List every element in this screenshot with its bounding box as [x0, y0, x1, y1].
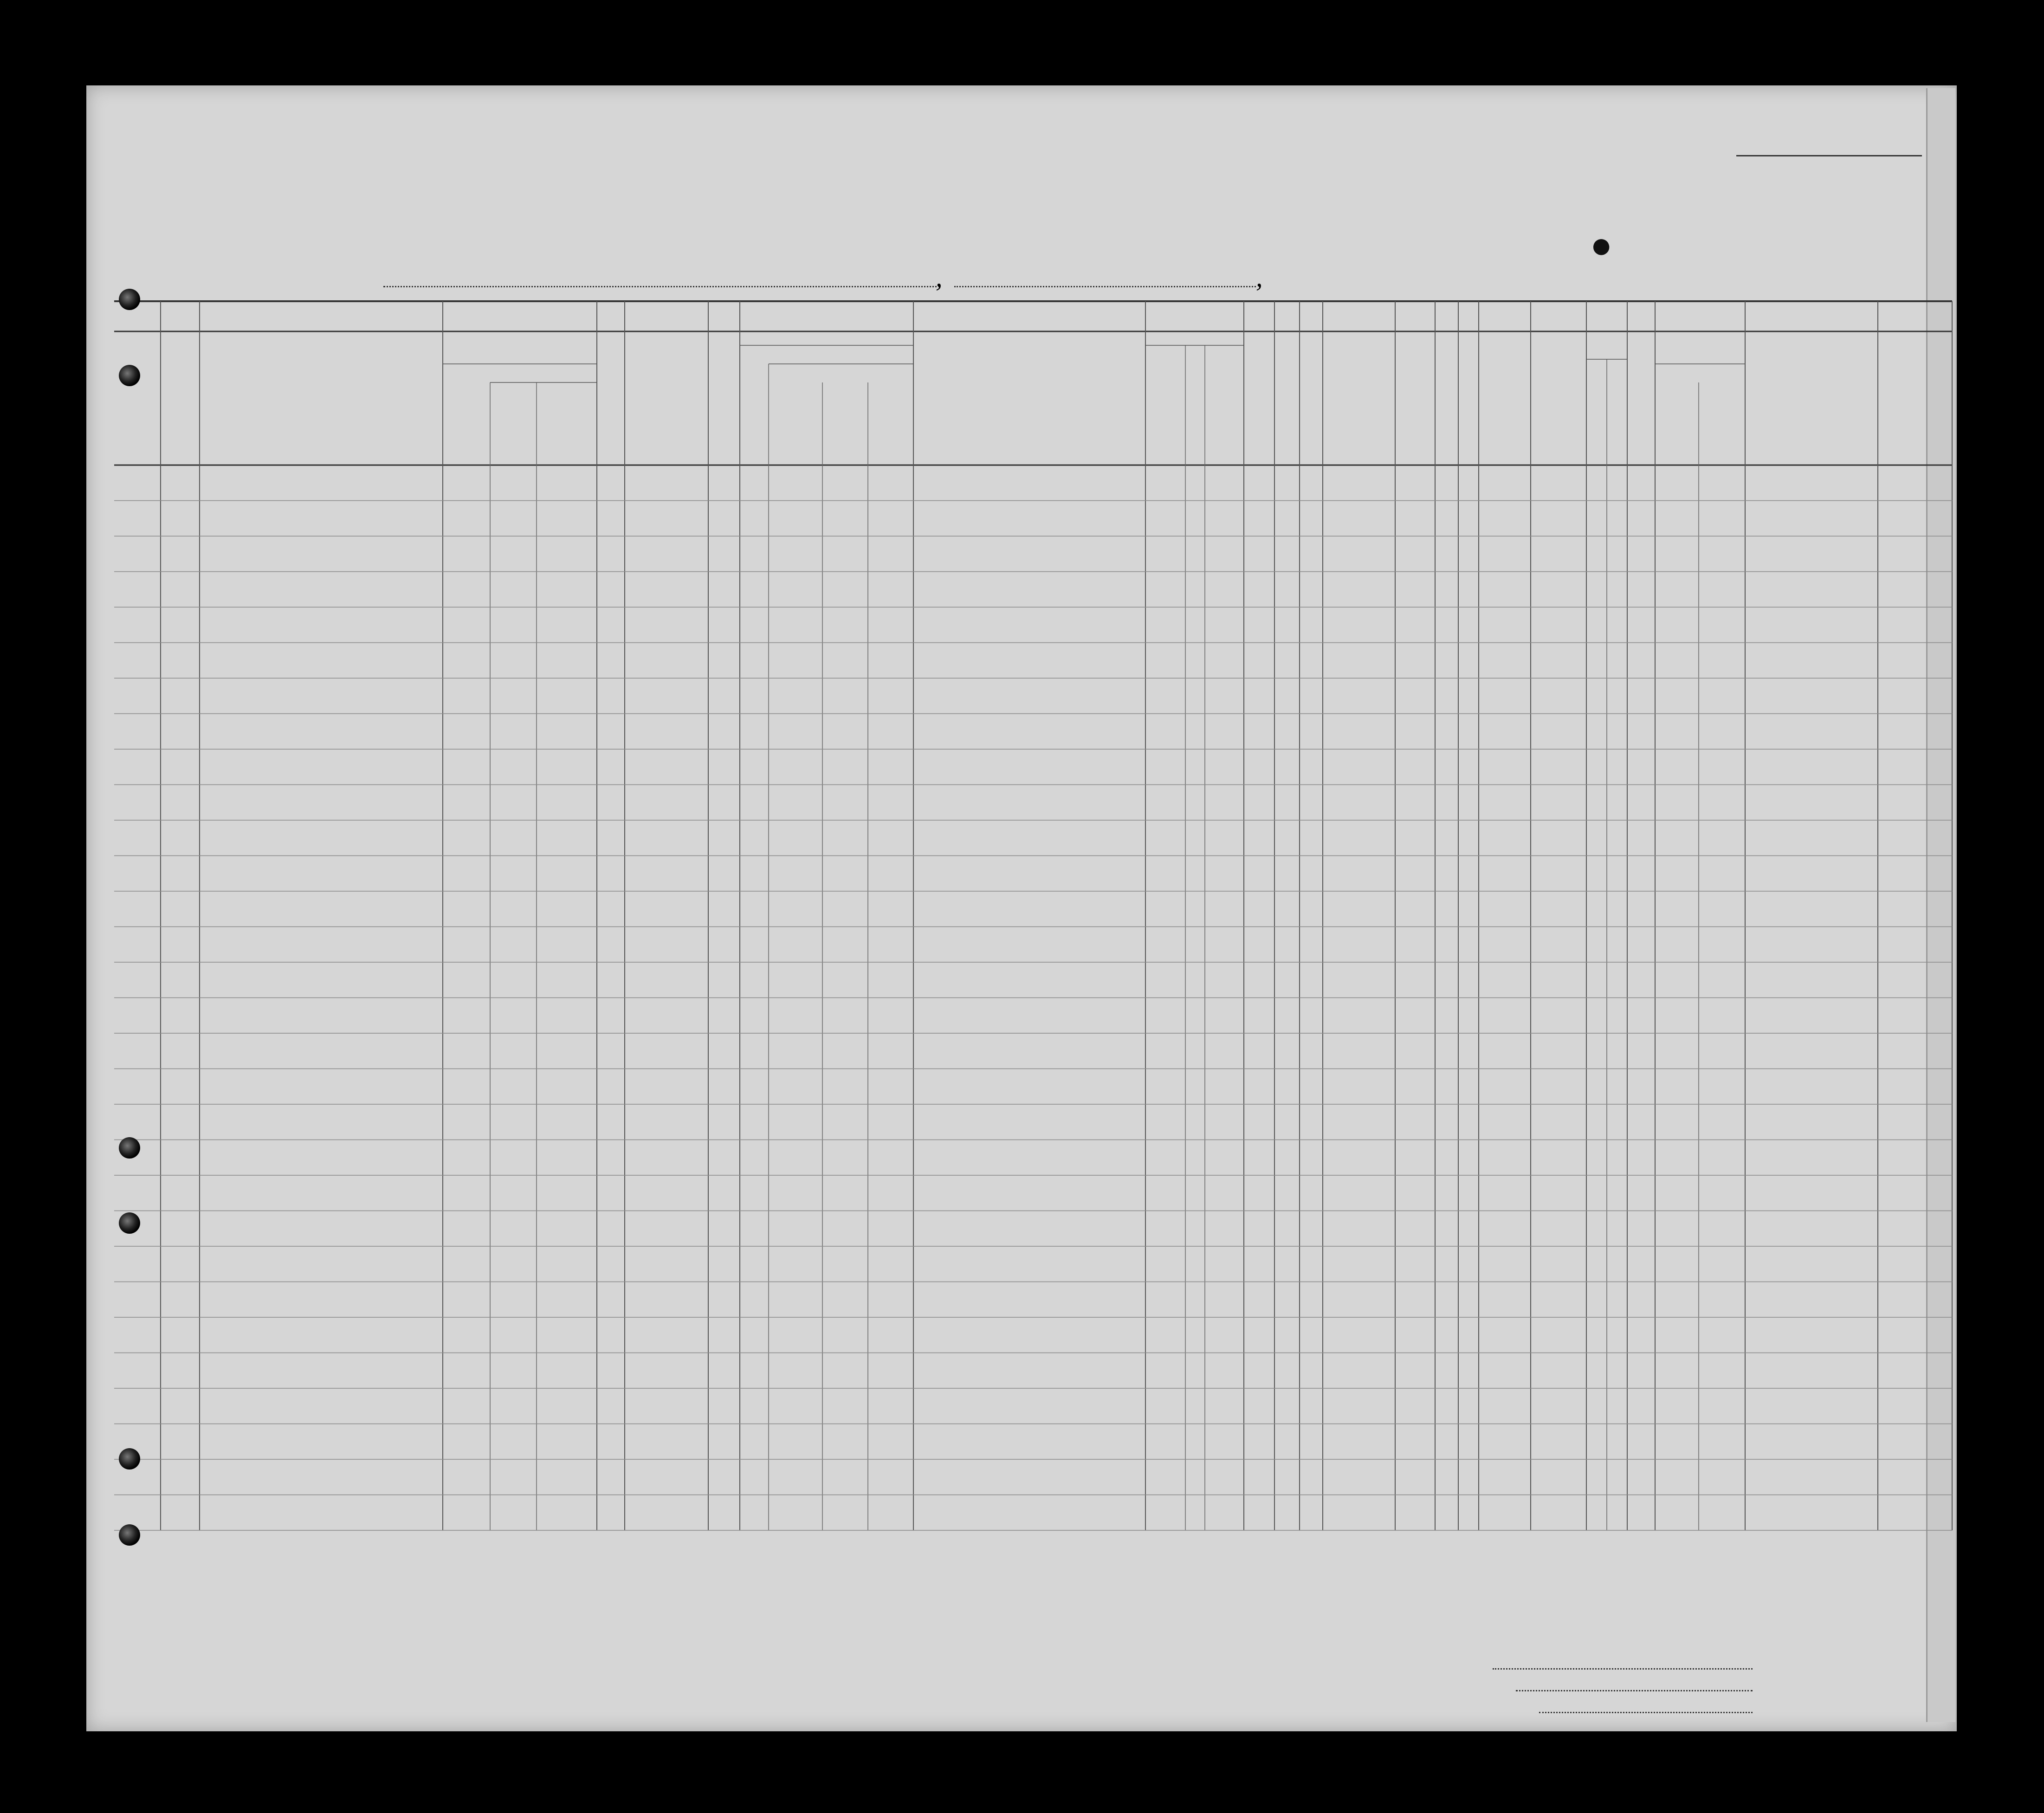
comma-1: ,	[936, 262, 943, 292]
punch-hole-icon	[119, 289, 140, 310]
ink-blot-icon: ●	[1590, 225, 1613, 266]
punch-hole-icon	[119, 1212, 140, 1234]
comma-2: ,	[1256, 262, 1263, 292]
owners-dotline	[1516, 1690, 1753, 1691]
punch-hole-icon	[119, 1137, 140, 1159]
agents-dotline	[1539, 1712, 1753, 1713]
punch-hole-icon	[119, 365, 140, 386]
punch-hole-icon	[119, 1524, 140, 1546]
form-grid	[86, 85, 1957, 1731]
manifest-page	[86, 85, 1957, 1731]
line-dotline	[1493, 1668, 1753, 1670]
punch-hole-icon	[119, 1448, 140, 1470]
